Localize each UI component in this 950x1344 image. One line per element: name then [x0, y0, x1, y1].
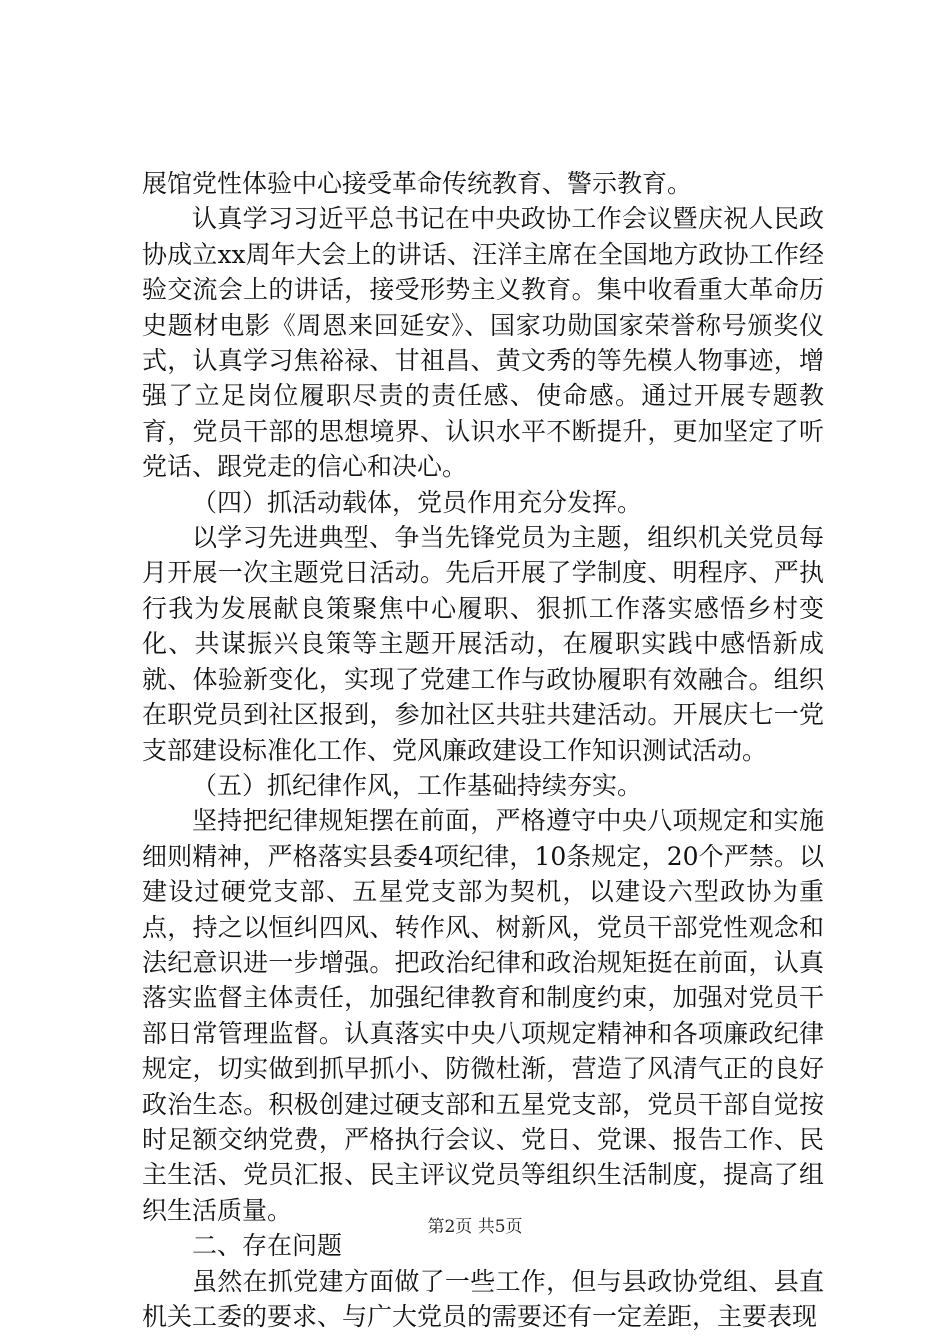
document-body — [142, 166, 824, 1334]
page-number-footer: 第2页 共5页 — [427, 1217, 523, 1237]
section-heading-5: （五）抓纪律作风，工作基础持续夯实。 — [192, 770, 643, 800]
section-heading-problems: 二、存在问题 — [192, 1231, 343, 1261]
paragraph-study: 认真学习习近平总书记在中央政协工作会议暨庆祝人民政协成立xx周年大会上的讲话、汪洋主席在全国地方政协工作经验交流会上的讲话，接受形势主义教育。集中收看重大革命历史题材电影《周恩来回延安》、国家功勋国家荣誉称号颁奖仪式，认真学习焦裕禄、甘祖昌、黄文秀的等先模人物事迹，增强了立足岗位履职尽责的责任感、使命感。通过开展专题教育，党员干部的思想境界、认识水平不断提升，更加坚定了听党话、跟党走的信心和决心。 — [142, 204, 824, 482]
paragraph-continuation: 展馆党性体验中心接受革命传统教育、警示教育。 — [142, 169, 693, 198]
paragraph-discipline: 坚持把纪律规矩摆在前面，严格遵守中央八项规定和实施细则精神，严格落实县委4项纪律，10条规定，20个严禁。以建设过硬党支部、五星党支部为契机，以建设六型政协为重点，持之以恒纠四风、转作风、树新风，党员干部党性观念和法纪意识进一步增强。把政治纪律和政治规矩挺在前面，认真落实监督主体责任，加强纪律教育和制度约束，加强对党员干部日常管理监督。认真落实中央八项规定精神和各项廉政纪律规定，切实做到抓早抓小、防微杜渐，营造了风清气正的良好政治生态。积极创建过硬支部和五星党支部，党员干部自觉按时足额交纳党费，严格执行会议、党日、党课、报告工作、民主生活、党员汇报、民主评议党员等组织生活制度，提高了组织生活质量。 — [142, 806, 824, 1225]
section-heading-4: （四）抓活动载体，党员作用充分发挥。 — [192, 487, 643, 517]
paragraph-activities: 以学习先进典型、争当先锋党员为主题，组织机关党员每月开展一次主题党日活动。先后开展了学制度、明程序、严执行我为发展献良策聚焦中心履职、狠抓工作落实感悟乡村变化、共谋振兴良策等主题开展活动，在履职实践中感悟新成就、体验新变化，实现了党建工作与政协履职有效融合。组织在职党员到社区报到，参加社区共驻共建活动。开展庆七一党支部建设标准化工作、党风廉政建设工作知识测试活动。 — [142, 523, 824, 765]
paragraph-problems: 虽然在抓党建方面做了一些工作，但与县政协党组、县直机关工委的要求、与广大党员的需要还有一定差距，主要表现 — [142, 1266, 824, 1331]
